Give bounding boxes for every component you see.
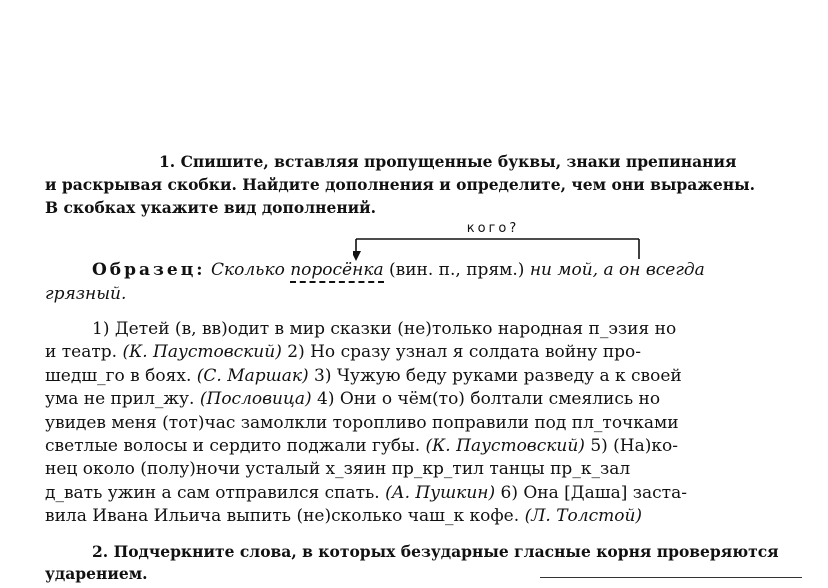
- exercise-line-7: нец около (полу)ночи усталый х_зяин пр_кр_тил танцы пр_к_зал: [45, 459, 631, 480]
- exercise-text: 5) (На)ко-: [584, 436, 679, 457]
- exercise-line-4: [45, 388, 783, 411]
- exercise-line-9: [45, 505, 783, 528]
- sample-text-2: ни мой, а он всегда: [529, 260, 705, 280]
- sample-grammar-note: (вин. п., прям.): [383, 260, 530, 280]
- source-citation: (К. Паустовский): [425, 436, 585, 457]
- sample-label: Образец:: [92, 260, 206, 280]
- sample-underlined-word: поросёнка: [290, 260, 383, 283]
- exercise-text: ума не прил_жу.: [45, 389, 200, 410]
- exercise-text: 4) Они о чём(то) болтали смеялись но: [311, 389, 661, 410]
- exercise-text: [45, 318, 783, 529]
- sample-block: [45, 258, 783, 306]
- source-citation: (А. Пушкин): [385, 482, 496, 503]
- task-1-line-3: В скобках укажите вид дополнений.: [45, 198, 377, 217]
- source-citation: (Л. Толстой): [524, 506, 643, 527]
- question-label: кого?: [466, 221, 520, 236]
- sample-line-2: грязный.: [45, 284, 127, 304]
- exercise-text: 2) Но сразу узнал я солдата войну про-: [281, 342, 642, 363]
- question-arrow-icon: [353, 221, 645, 261]
- exercise-text: светлые волосы и сердито поджали губы.: [45, 436, 426, 457]
- exercise-text: вила Ивана Ильича выпить (не)сколько чаш_к кофе.: [45, 506, 525, 527]
- exercise-line-1: 1) Детей (в, вв)одит в мир сказки (не)только народная п_эзия но: [92, 319, 677, 339]
- exercise-text: и театр.: [45, 342, 123, 363]
- source-citation: (С. Маршак): [196, 365, 309, 386]
- exercise-line-2: [45, 341, 783, 364]
- task-2-instructions: [45, 541, 783, 585]
- task-1-line-2: и раскрывая скобки. Найдите дополнения и определите, чем они выражены.: [45, 175, 756, 194]
- page-divider: [540, 577, 802, 578]
- exercise-text: д_вать ужин а сам отправился спать.: [45, 482, 386, 503]
- exercise-text: 3) Чужую беду руками разведу а к своей: [308, 365, 682, 386]
- source-citation: (Пословица): [199, 389, 312, 410]
- exercise-text: шедш_го в боях.: [45, 365, 197, 386]
- task-1-instructions: [45, 150, 783, 219]
- task-1-line-1: 1. Спишите, вставляя пропущенные буквы, знаки препинания: [159, 152, 737, 171]
- exercise-line-6: [45, 435, 783, 458]
- exercise-text: 6) Она [Даша] заста-: [495, 482, 687, 503]
- exercise-line-8: [45, 482, 783, 505]
- task-2-line-1: 2. Подчеркните слова, в которых безударные гласные корня проверяются: [92, 542, 779, 561]
- source-citation: (К. Паустовский): [122, 342, 282, 363]
- exercise-line-3: [45, 365, 783, 388]
- task-2-line-2: ударением.: [45, 564, 148, 583]
- sample-line-1: [45, 258, 783, 282]
- exercise-line-5: увидев меня (тот)час замолкли торопливо поправили под пл_точками: [45, 412, 679, 433]
- question-annotation: [353, 221, 645, 261]
- sample-text-1: Сколько: [210, 260, 291, 280]
